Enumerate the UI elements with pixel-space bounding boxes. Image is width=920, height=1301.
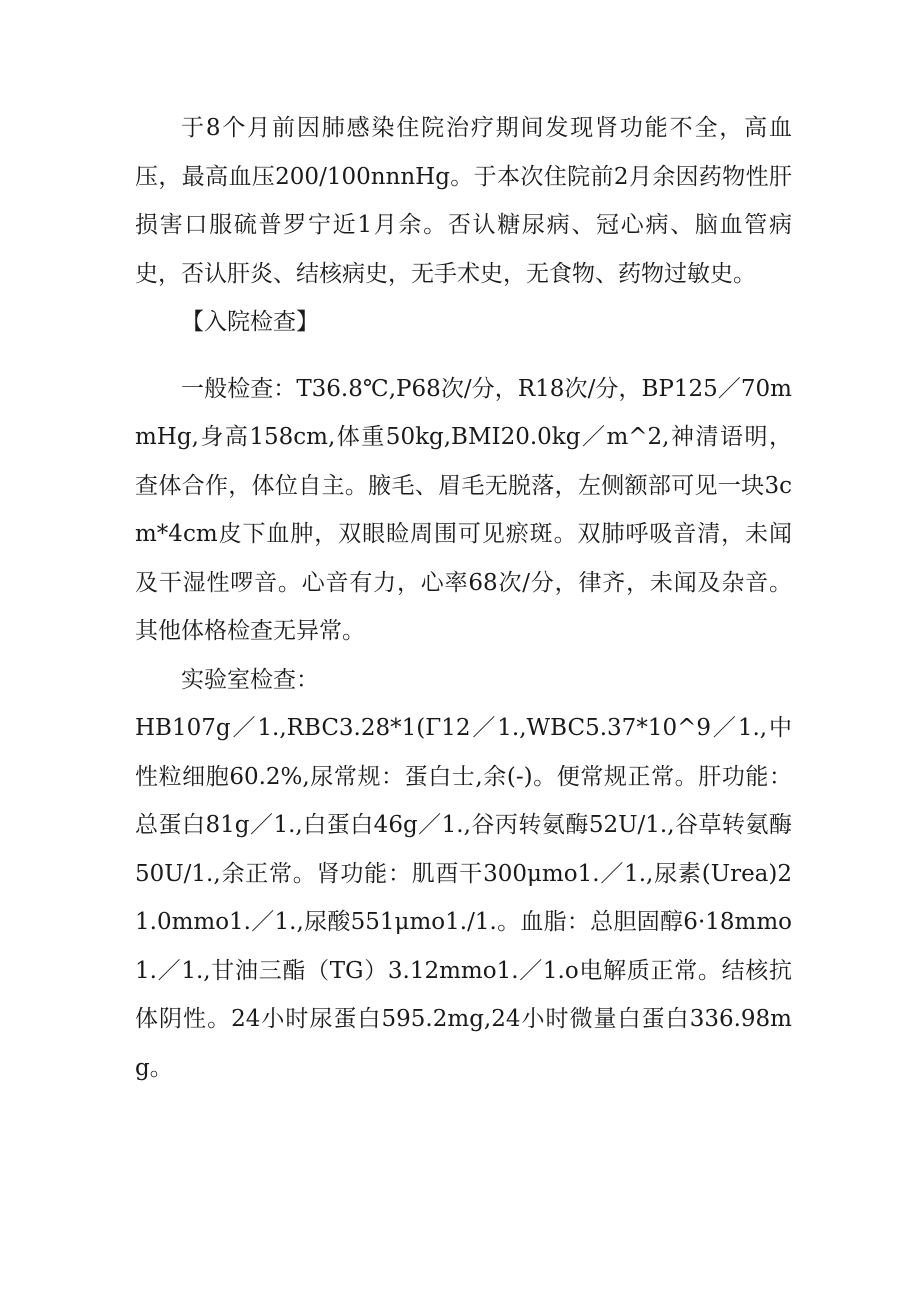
general-exam-paragraph: 一般检查：T36.8℃,P68次/分，R18次/分，BP125／70mmHg,身高158cm,体重50kg,BMI20.0kg／m^2,神清语明，查体合作，体位自主。腋毛、眉毛无脱落，左侧额部可见一块3cm*4cm皮下血肿，双眼睑周围可见瘀斑。双肺呼吸音清，未闻及干湿性啰音。心音有力，心率68次/分，律齐，未闻及杂音。其他体格检查无异常。 — [135, 375, 792, 644]
lab-exam-heading: 实验室检查： — [181, 666, 319, 693]
admission-exam-heading: 【入院检查】 — [181, 309, 319, 335]
history-paragraph: 于8个月前因肺感染住院治疗期间发现肾功能不全，高血压，最高血压200/100nnnHg。于本次住院前2月余因药物性肝损害口服硫普罗宁近1月余。否认糖尿病、冠心病、脑血管病史，否认肝炎、结核病史，无手术史，无食物、药物过敏史。 — [135, 115, 792, 287]
lab-results-paragraph: HB107g／1.,RBC3.28*1(Γ12／1.,WBC5.37*10^9／1.,中性粒细胞60.2%,尿常规：蛋白士,余(-)。便常规正常。肝功能：总蛋白81g／1.,白蛋白46g／1.,谷丙转氨酶52U/1.,谷草转氨酶50U/1.,余正常。肾功能：肌酉干300μmo1.／1.,尿素(Urea)21.0mmo1.／1.,尿酸551μmo1./1.。血脂：总胆固醇6·18mmo1.／1.,甘油三酯（TG）3.12mmo1.／1.o电解质正常。结核抗体阴性。24小时尿蛋白595.2mg,24小时微量白蛋白336.98mg。 — [135, 715, 792, 1081]
